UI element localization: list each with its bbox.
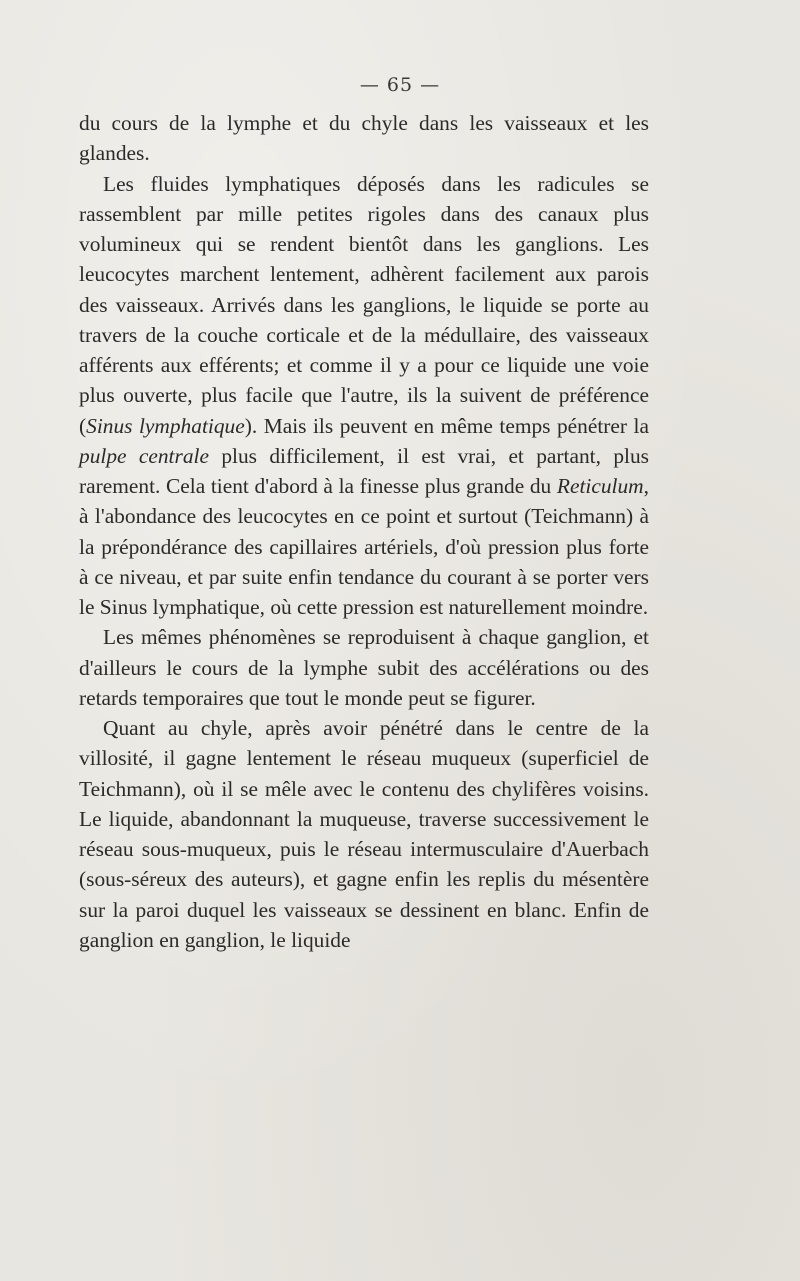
text-run: ). Mais ils peuvent en même temps pénétrer la [244, 413, 649, 438]
paragraph [79, 713, 649, 955]
paragraph [79, 622, 649, 713]
text-run: du cours de la lymphe et du chyle dans les vaisseaux et les glandes. [79, 111, 649, 166]
italic-term: pulpe centrale [79, 443, 209, 468]
text-run: Les fluides lymphatiques déposés dans les radicules se rassemblent par mille petites rigoles dans des canaux plus volumineux qui se rendent bientôt dans les ganglions. Les leucocytes marchent lentement, adhèrent facilement aux parois des vaisseaux. Arrivés dans les ganglions, le liquide se porte au travers de la couche corticale et de la médullaire, des vaisseaux afférents aux efférents; et comme il y a pour ce liquide une voie plus ouverte, plus facile que l'autre, ils la suivent de préférence ( [79, 171, 649, 438]
text-run: , à l'abondance des leucocytes en ce point et surtout (Teichmann) à la prépondérance des capillaires artériels, d'où pression plus forte à ce niveau, et par suite enfin tendance du courant à se porter vers le Sinus lymphatique, où cette pression est naturellement moindre. [79, 474, 649, 619]
page-number: — 65 — [359, 74, 441, 96]
body-text [79, 108, 649, 955]
text-run: Les mêmes phénomènes se reproduisent à chaque ganglion, et d'ailleurs le cours de la lymphe subit des accélérations ou des retards temporaires que tout le monde peut se figurer. [79, 625, 649, 710]
italic-term: Reticulum [556, 474, 644, 498]
text-run: plus difficilement, il est vrai, et partant, plus rarement. Cela tient d'abord à la finesse plus grande du [79, 443, 649, 498]
italic-term: Sinus lymphatique [86, 413, 245, 438]
paragraph [79, 169, 649, 623]
paragraph [79, 108, 649, 169]
text-run: Quant au chyle, après avoir pénétré dans le centre de la villosité, il gagne lentement le réseau muqueux (superficiel de Teichmann), où il se mêle avec le contenu des chylifères voisins. Le liquide, abandonnant la muqueuse, traverse successivement le réseau sous-muqueux, puis le réseau intermusculaire d'Auerbach (sous-séreux des auteurs), et gagne enfin les replis du mésentère sur la paroi duquel les vaisseaux se dessinent en blanc. Enfin de ganglion en ganglion, le liquide [79, 716, 649, 952]
